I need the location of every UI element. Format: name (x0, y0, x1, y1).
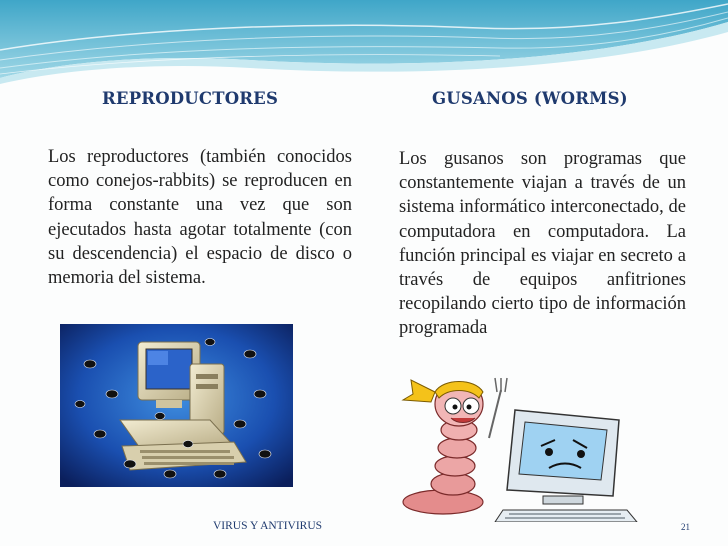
heading-gusanos: GUSANOS (WORMS) (432, 89, 628, 108)
bugs-computer-illustration (60, 324, 293, 487)
worm-computer-illustration (383, 372, 683, 522)
page-number: 21 (681, 522, 690, 532)
reproductores-description: Los reproductores (también conocidos como conejos-rabbits) se reproducen en forma constante una vez que son ejecutados hasta agotar totalmente (con su descendencia) el espacio de disco o memoria del sistema. (48, 147, 352, 289)
footer-title: VIRUS Y ANTIVIRUS (213, 520, 323, 532)
gusanos-description: Los gusanos son programas que constantemente viajan a través de un sistema informático interconectado, de computadora en computadora. La función principal es viajar en secreto a través de equipos anfitriones recopilando cierto tipo de información programada (399, 149, 686, 339)
header-wave-banner (0, 0, 728, 90)
heading-reproductores: REPRODUCTORES (102, 89, 279, 108)
